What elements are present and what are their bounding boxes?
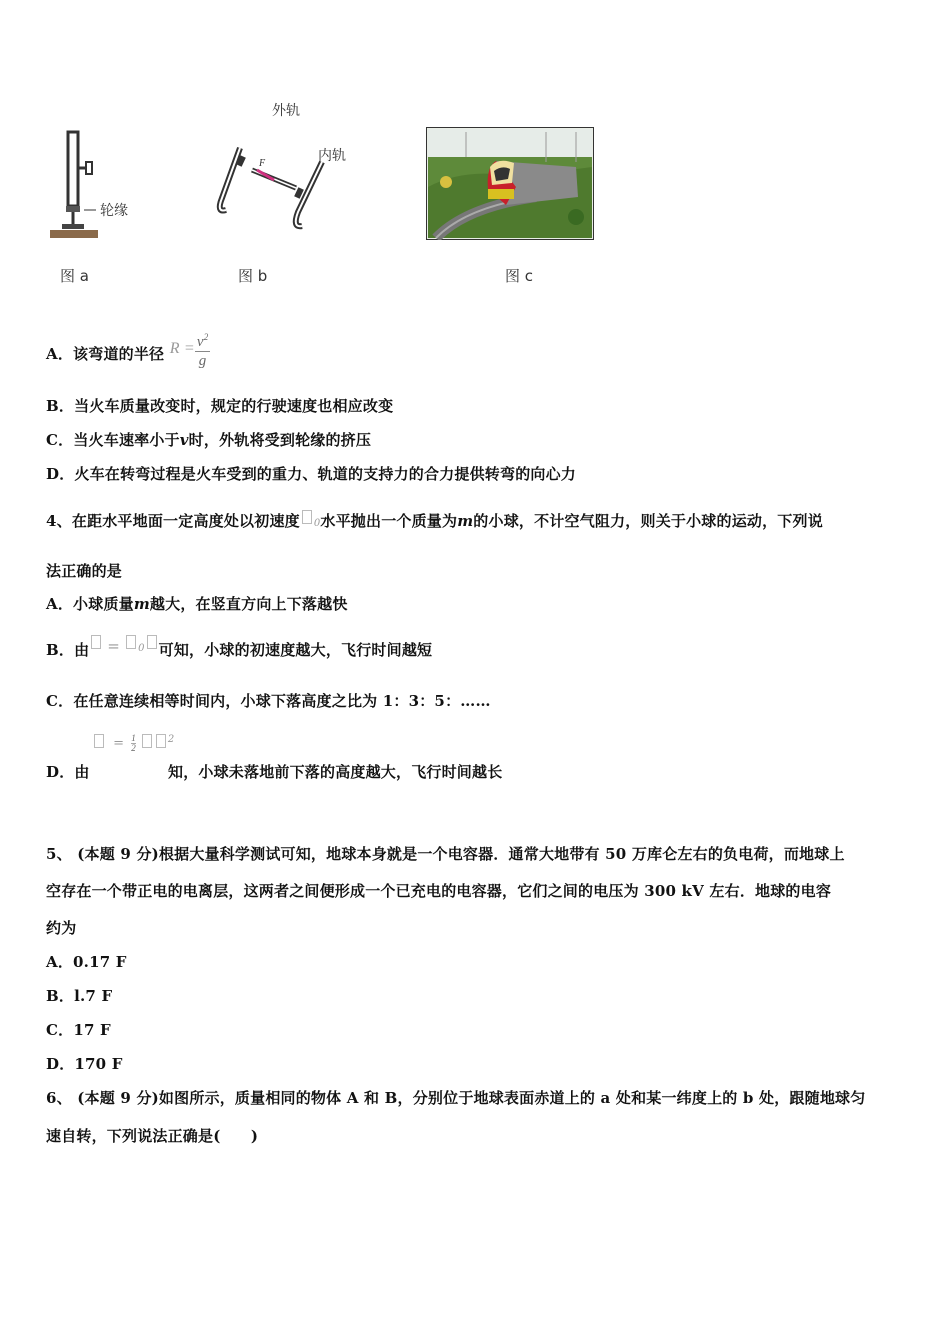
figure-b-caption: 图 b — [238, 267, 268, 285]
figure-b-banked-track — [212, 118, 332, 243]
q5-option-b: B．l.7 F — [46, 987, 113, 1005]
q4-option-d-prefix: D．由 — [46, 763, 90, 781]
q4-option-c: C．在任意连续相等时间内，小球下落高度之比为 1：3：5：…… — [46, 692, 491, 710]
q4-option-b: B．由 = $^0$ 可知，小球的初速度越大，飞行时间越短 — [46, 637, 433, 659]
q4-option-d-text: 知，小球未落地前下落的高度越大，飞行时间越长 — [168, 763, 503, 781]
missing-glyph-icon — [126, 635, 136, 649]
q5-stem-line-3: 约为 — [46, 919, 77, 937]
figure-a-rim-label: 轮缘 — [100, 203, 128, 219]
q3-option-b: B．当火车质量改变时，规定的行驶速度也相应改变 — [46, 397, 394, 415]
figure-c-train-photo — [426, 127, 594, 240]
q5-stem-line-1: 5、 (本题 9 分)根据大量科学测试可知，地球本身就是一个电容器．通常大地带有 50 万库仑左右的负电荷，而地球上 — [46, 845, 845, 863]
figure-b-inner-rail-label: 内轨 — [318, 148, 346, 164]
q4-stem-line-2: 法正确的是 — [46, 562, 123, 580]
q4-option-a: A．小球质量m越大，在竖直方向上下落越快 — [46, 595, 348, 613]
missing-glyph-icon — [142, 734, 152, 748]
figure-c-caption: 图 c — [505, 267, 534, 285]
figure-b-force-label: F — [259, 158, 266, 169]
figure-a-caption: 图 a — [60, 267, 89, 285]
q5-option-d: D．170 F — [46, 1055, 123, 1073]
q6-stem-line-1: 6、 (本题 9 分)如图所示，质量相同的物体 A 和 B，分别位于地球表面赤道上的 a 处和某一纬度上的 b 处，跟随地球匀 — [46, 1089, 866, 1107]
q4-d-formula: = $\frac{1}{2}$ $^2$ — [92, 734, 174, 753]
q3-option-a: A．该弯道的半径 R = $\frac{v^2}{g}$ — [46, 334, 210, 376]
q5-option-a: A．0.17 F — [46, 953, 127, 971]
q3-option-c: C．当火车速率小于v时，外轨将受到轮缘的挤压 — [46, 431, 372, 449]
q6-stem-line-2: 速自转，下列说法正确是( ) — [46, 1127, 259, 1145]
q3-option-d: D．火车在转弯过程是火车受到的重力、轨道的支持力的合力提供转弯的向心力 — [46, 465, 577, 483]
figure-b-outer-rail-label: 外轨 — [272, 103, 300, 119]
q4-stem-line-1: 4、在距水平地面一定高度处以初速度 0水平抛出一个质量为m的小球，不计空气阻力，则关于小球的运动，下列说 — [46, 512, 823, 530]
missing-glyph-icon — [156, 734, 166, 748]
missing-glyph-icon — [94, 734, 104, 748]
missing-glyph-icon — [91, 635, 101, 649]
q5-stem-line-2: 空存在一个带正电的电离层，这两者之间便形成一个已充电的电容器，它们之间的电压为 300 kV 左右．地球的电容 — [46, 882, 832, 900]
q5-option-c: C．17 F — [46, 1021, 111, 1039]
q3-formula-fraction: $\frac{v^2}{g}$ — [195, 328, 211, 370]
figure-a-wheel-rail — [48, 128, 148, 243]
missing-glyph-icon — [147, 635, 157, 649]
missing-glyph-icon — [302, 510, 312, 524]
q3-formula-lhs: R = — [169, 340, 195, 357]
